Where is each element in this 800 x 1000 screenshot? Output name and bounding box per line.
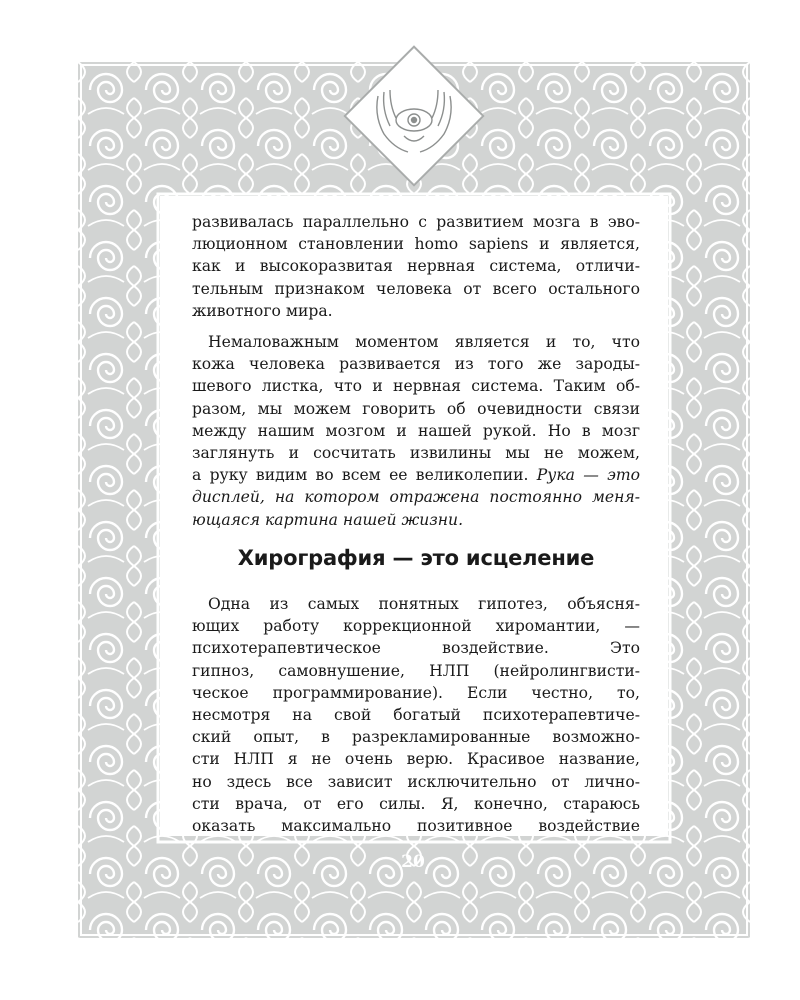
text-line: кожа человека развивается из того же зароды- — [192, 355, 640, 374]
page-number: 20 — [401, 852, 425, 872]
text-line: сти врача, от его силы. Я, конечно, стараюсь — [192, 794, 640, 813]
text-line: Одна из самых понятных гипотез, объясня- — [208, 595, 640, 613]
text-line: оказать максимально позитивное воздействие — [192, 817, 640, 836]
text-line: Немаловажным моментом является и то, что — [208, 333, 640, 351]
section-heading: Хирография — это исцеление — [237, 546, 595, 570]
hands-holding-eye-icon — [364, 86, 464, 160]
text-line: люционном становлении homo sapiens и является, — [192, 235, 640, 254]
text-line: но здесь все зависит исключительно от лично- — [192, 772, 640, 791]
text-line: несмотря на свой богатый психотерапевтиче- — [192, 706, 640, 725]
text-line-italic: ющаяся картина нашей жизни. — [192, 510, 464, 529]
text-line-italic: дисплей, на котором отражена постоянно меня- — [192, 488, 640, 507]
text-line: развивалась параллельно с развитием мозга в эво- — [192, 213, 640, 231]
text-line: разом, мы можем говорить об очевидности связи — [192, 399, 640, 418]
text-line: ский опыт, в разрекламированные возможно- — [192, 728, 640, 747]
text-italic: Рука — это — [536, 466, 640, 485]
text-line: тельным признаком человека от всего остального — [192, 279, 640, 298]
text-line: между нашим мозгом и нашей рукой. Но в мозг — [192, 421, 640, 440]
text-line: как и высокоразвитая нервная система, отличи- — [192, 257, 640, 276]
text-line: шевого листка, что и нервная система. Таким об- — [192, 377, 640, 396]
text-line: животного мира. — [192, 301, 333, 320]
text-line-mixed — [192, 464, 640, 486]
text-line: ческое программирование). Если честно, то, — [192, 683, 640, 702]
paragraph-3 — [192, 593, 640, 837]
text-line: гипноз, самовнушение, НЛП (нейролингвисти- — [192, 661, 640, 680]
text-line: ющих работу коррекционной хиромантии, — — [192, 617, 640, 636]
text-line: заглянуть и сосчитать извилины мы не можем, — [192, 444, 640, 463]
paragraph-1 — [192, 211, 640, 322]
text-plain: а руку видим во всем ее великолепии. — [192, 466, 529, 485]
paragraph-2 — [192, 331, 640, 531]
text-line: сти НЛП я не очень верю. Красивое название, — [192, 750, 640, 769]
text-line: психотерапевтическое воздействие. Это — [192, 639, 640, 658]
